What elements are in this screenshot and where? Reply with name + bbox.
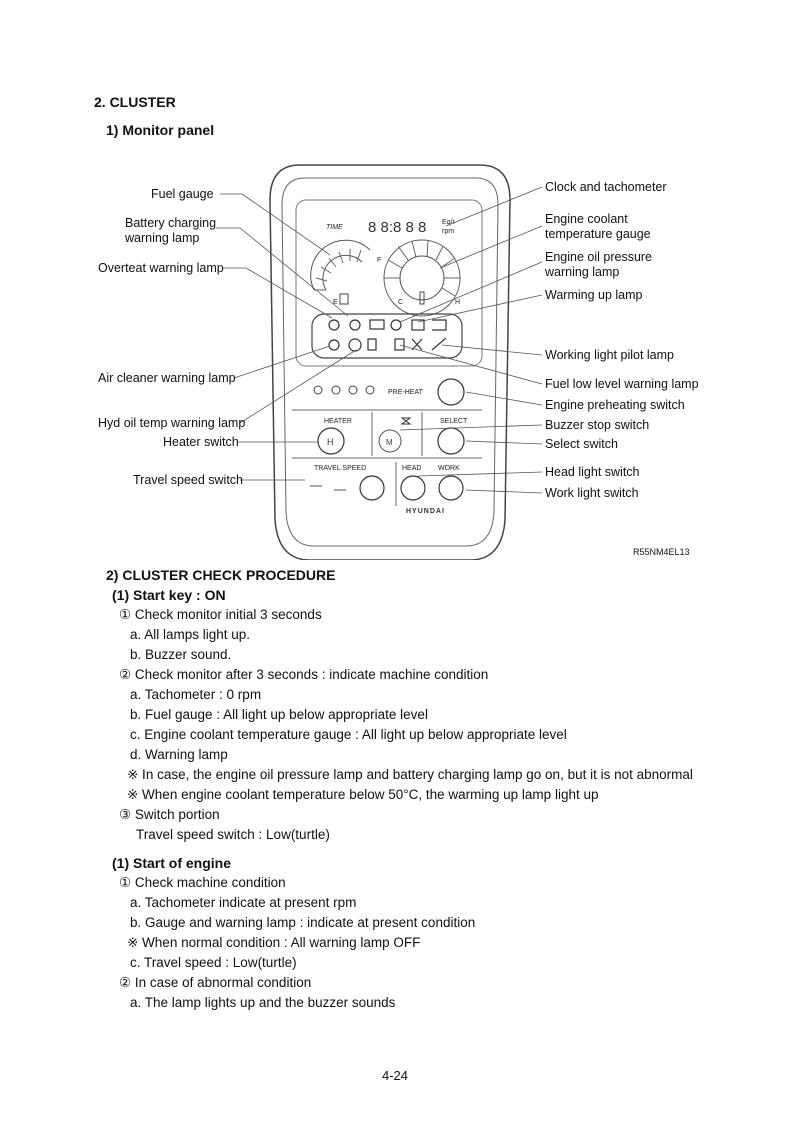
procedure-title: 2) CLUSTER CHECK PROCEDURE [106,567,336,583]
fuel-pump-icon [340,294,348,304]
buzzer-stop-switch-label: Buzzer stop switch [545,418,650,432]
start-engine-line: b. Gauge and warning lamp : indicate at present condition [130,915,476,930]
subsection-title: 1) Monitor panel [106,122,215,138]
coolant-temperature-gauge-dial [384,240,460,316]
start-key-line: d. Warning lamp [130,747,228,762]
coolant-gauge-label-1: Engine coolant [545,212,628,226]
work-light-pilot-lamp-icon [432,338,446,350]
monitor-panel-figure [0,160,794,560]
warming-up-lamp-label: Warming up lamp [545,288,643,302]
battery-charging-label-2: warning lamp [125,231,200,245]
start-key-line: a. Tachometer : 0 rpm [130,687,262,702]
start-key-line: ① Check monitor initial 3 seconds [119,607,322,622]
section-title: 2. CLUSTER [94,94,176,110]
preheat-label: PRE-HEAT [388,389,423,396]
select-switch [438,428,464,454]
time-label: TIME [326,224,343,231]
preheat-led-4 [366,386,374,394]
start-key-heading: (1) Start key : ON [112,587,226,603]
start-key-line: ③ Switch portion [119,807,220,822]
heater-switch-letter: H [327,437,334,447]
rpm-unit-1: Eq/r [442,219,455,226]
heater-switch-label: Heater switch [163,435,239,449]
turtle-rabbit-icon [310,486,346,490]
fuel-gauge-label: Fuel gauge [151,187,214,201]
fuel-f-mark: F [377,257,382,264]
oil-pressure-label-1: Engine oil pressure [545,250,653,264]
oil-pressure-label-2: warning lamp [545,265,620,279]
lamp-icon-7 [368,339,376,350]
battery-charging-label-1: Battery charging [125,216,217,230]
travel-speed-switch-label: Travel speed switch [133,473,243,487]
preheat-led-1 [314,386,322,394]
warmup-lamp-icon [412,320,424,330]
start-engine-heading: (1) Start of engine [112,855,232,871]
fuel-low-lamp-icon [395,339,404,350]
select-label: SELECT [440,418,468,425]
air-cleaner-lamp-icon [329,340,339,350]
start-engine-line: c. Travel speed : Low(turtle) [130,955,297,970]
temp-h-mark: H [455,299,461,306]
start-key-line: Travel speed switch : Low(turtle) [136,827,330,842]
head-light-switch-label: Head light switch [545,465,640,479]
start-key-note: ※ In case, the engine oil pressure lamp and battery charging lamp go on, but it is not abnormal [127,767,693,782]
coolant-gauge-label-2: temperature gauge [545,227,651,241]
hyd-oil-temp-lamp-label: Hyd oil temp warning lamp [98,416,246,430]
brand-logo: HYUNDAI [406,508,445,515]
work-light-label: WORK [438,465,460,472]
overheat-lamp-icon [329,320,339,330]
travel-speed-switch [360,476,384,500]
heater-label: HEATER [324,418,352,425]
work-light-switch-label: Work light switch [545,486,639,500]
head-light-switch [401,476,425,500]
start-key-line: b. Buzzer sound. [130,647,232,662]
oil-pressure-lamp-icon [391,320,401,330]
start-engine-note: ※ When normal condition : All warning lamp OFF [127,935,421,950]
battery-lamp-icon [370,320,384,329]
start-key-line: ② Check monitor after 3 seconds : indicate machine condition [119,667,489,682]
clock-digits: 8 8:8 8 8 [368,219,427,236]
fuel-e-mark: E [333,299,338,306]
hyd-oil-temp-lamp-icon [349,339,361,351]
travel-speed-label: TRAVEL SPEED [314,465,367,472]
start-key-line: b. Fuel gauge : All light up below appropriate level [130,707,428,722]
start-key-line: a. All lamps light up. [130,627,251,642]
start-engine-line: a. Tachometer indicate at present rpm [130,895,357,910]
buzzer-switch-letter: M [386,438,393,447]
overheat-lamp-label: Overteat warning lamp [98,261,224,275]
start-engine-line: ② In case of abnormal condition [119,975,312,990]
clock-tachometer-label: Clock and tachometer [545,180,667,194]
temp-c-mark: C [398,299,404,306]
start-engine-line: ① Check machine condition [119,875,286,890]
preheat-led-2 [332,386,340,394]
air-cleaner-lamp-label: Air cleaner warning lamp [98,371,236,385]
figure-id: R55NM4EL13 [633,547,690,557]
buzzer-mute-icon [402,418,410,424]
start-key-note: ※ When engine coolant temperature below 50°C, the warming up lamp light up [127,787,599,802]
misc-lamp-icon [432,320,446,330]
start-engine-line: a. The lamp lights up and the buzzer sounds [130,995,396,1010]
start-key-line: c. Engine coolant temperature gauge : All light up below appropriate level [130,727,567,742]
work-light-switch [439,476,463,500]
rpm-unit-2: rpm [442,228,455,235]
select-switch-label: Select switch [545,437,618,451]
battery-lamp-icon-a [350,320,360,330]
work-light-pilot-label: Working light pilot lamp [545,348,674,362]
engine-preheating-switch [438,379,464,405]
preheating-switch-label: Engine preheating switch [545,398,685,412]
page-number: 4-24 [382,1068,409,1083]
fuel-low-level-label: Fuel low level warning lamp [545,377,699,391]
thermometer-icon [420,292,424,304]
head-light-label: HEAD [402,465,422,472]
fuel-gauge-dial [311,240,382,306]
preheat-led-3 [349,386,357,394]
